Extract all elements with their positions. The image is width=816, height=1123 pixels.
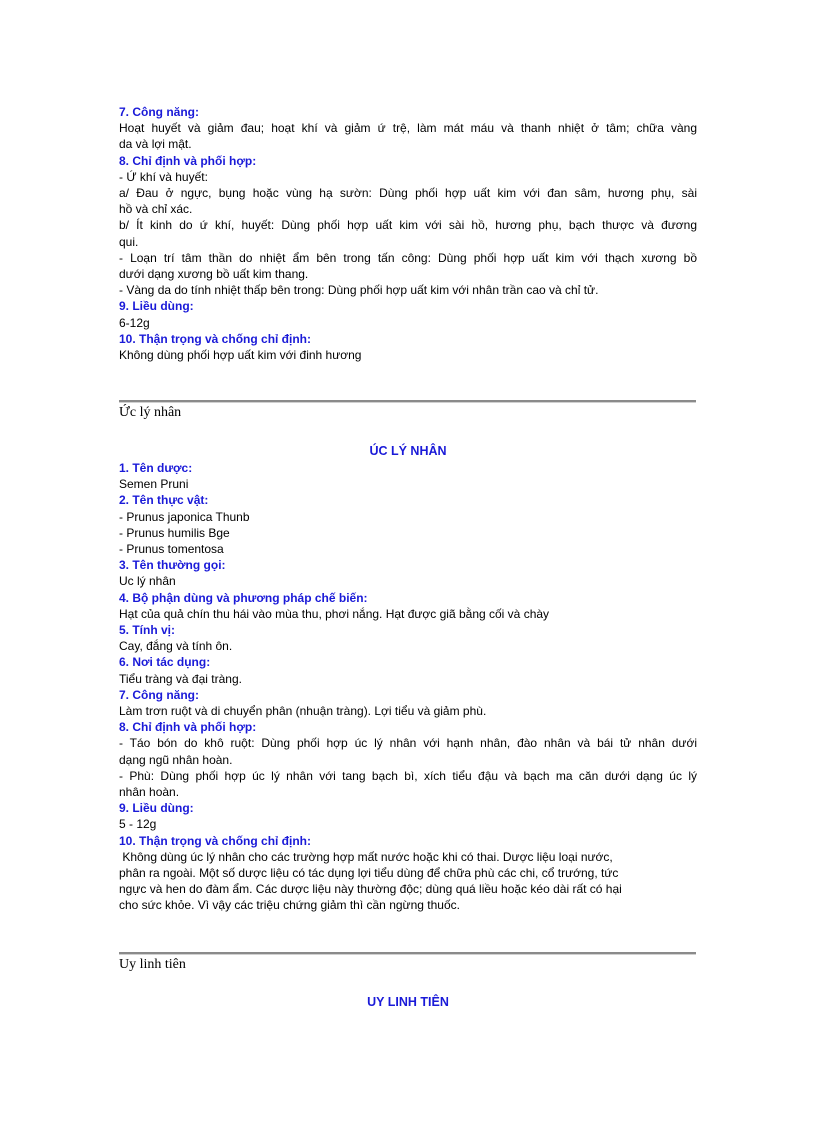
text-line: Semen Pruni [119, 477, 189, 492]
text-line: - Vàng da do tính nhiệt thấp bên trong: Dùng phối hợp uất kim với nhân trần cao và chỉ tử. [119, 283, 599, 298]
text-line: a/ Đau ở ngực, bụng hoặc vùng hạ sườn: Dùng phối hợp uất kim với đan sâm, hương phụ, sài [119, 186, 697, 201]
text-line: Tiểu tràng và đại tràng. [119, 671, 242, 686]
heading-bo-phan-dung: 4. Bộ phận dùng và phương pháp chế biến: [119, 590, 368, 605]
heading-ten-thuc-vat: 2. Tên thực vật: [119, 493, 209, 508]
heading-cong-nang: 7. Công năng: [119, 687, 199, 702]
text-line: - Prunus japonica Thunb [119, 509, 250, 524]
text-line: - Prunus tomentosa [119, 542, 224, 557]
text-line: qui. [119, 234, 139, 249]
heading-chi-dinh: 8. Chỉ định và phối hợp: [119, 720, 257, 735]
text-line: Hoạt huyết và giảm đau; hoạt khí và giảm ứ trệ, làm mát máu và thanh nhiệt ở tâm; chữa vàng [119, 121, 697, 136]
entry-title: ÚC LÝ NHÂN [369, 444, 447, 458]
entry-label: Ức lý nhân [119, 405, 182, 420]
entry-label: Uy linh tiên [119, 957, 186, 972]
text-line: - Loạn trí tâm thần do nhiệt ẩm bên trong tấn công: Dùng phối hợp uất kim với thạch xương bồ [119, 250, 697, 265]
text-line: dưới dạng xương bồ uất kim thang. [119, 267, 309, 282]
text-line: phân ra ngoài. Một số dược liệu có tác dụng lợi tiểu dùng để chữa phù các chi, cổ trướng, tức [119, 866, 619, 881]
text-line: - Táo bón do khô ruột: Dùng phối hợp úc lý nhân với hạnh nhân, đào nhân và bái tử nhân dưới [119, 736, 697, 751]
heading-lieu-dung: 9. Liều dùng: [119, 801, 194, 816]
heading-than-trong: 10. Thận trọng và chống chỉ định: [119, 331, 312, 346]
text-line: - Ứ khí và huyết: [119, 169, 208, 184]
horizontal-divider [119, 952, 696, 955]
text-line: nhân hoàn. [119, 785, 180, 800]
section-uc-ly-nhan [119, 460, 697, 914]
text-line: 5 - 12g [119, 817, 157, 832]
text-line: Hạt của quả chín thu hái vào mùa thu, phơi nắng. Hạt được giã bằng cối và chày [119, 606, 550, 621]
heading-than-trong: 10. Thận trọng và chống chỉ định: [119, 833, 312, 848]
heading-tinh-vi: 5. Tính vị: [119, 623, 176, 638]
heading-chi-dinh: 8. Chỉ định và phối hợp: [119, 153, 257, 168]
text-line: hồ và chỉ xác. [119, 202, 193, 217]
entry-title: UY LINH TIÊN [367, 995, 449, 1009]
heading-cong-nang: 7. Công năng: [119, 105, 199, 119]
text-line: da và lợi mật. [119, 137, 192, 152]
heading-lieu-dung: 9. Liều dùng: [119, 299, 194, 314]
text-line: cho sức khỏe. Vì vậy các triệu chứng giảm thì cần ngừng thuốc. [119, 898, 460, 913]
text-line: - Prunus humilis Bge [119, 525, 230, 540]
text-line: dạng ngũ nhân hoàn. [119, 752, 233, 767]
horizontal-divider [119, 400, 696, 403]
heading-ten-duoc: 1. Tên dược: [119, 461, 193, 475]
text-line: Không dùng phối hợp uất kim với đinh hương [119, 348, 362, 363]
text-line: Làm trơn ruột và di chuyển phân (nhuận tràng). Lợi tiểu và giảm phù. [119, 704, 487, 719]
text-line: 6-12g [119, 315, 150, 330]
text-line: ngực và hen do đàm ẩm. Các dược liệu này thường độc; dùng quá liều hoặc kéo dài rất có hại [119, 882, 622, 897]
text-line: b/ Ít kinh do ứ khí, huyết: Dùng phối hợp uất kim với sài hồ, hương phụ, bạch thược và đương [119, 218, 697, 233]
heading-noi-tac-dung: 6. Nơi tác dụng: [119, 655, 211, 670]
text-line: Uc lý nhân [119, 574, 176, 589]
text-line: - Phù: Dùng phối hợp úc lý nhân với tang bạch bì, xích tiểu đậu và bạch ma căn dưới dạng úc lý [119, 768, 697, 783]
text-line: Cay, đắng và tính ôn. [119, 639, 233, 654]
section-uat-kim-continued [119, 104, 697, 363]
text-line: Không dùng úc lý nhân cho các trường hợp mất nước hoặc khi có thai. Dược liệu loại nước, [119, 849, 613, 864]
heading-ten-thuong-goi: 3. Tên thường gọi: [119, 558, 226, 573]
